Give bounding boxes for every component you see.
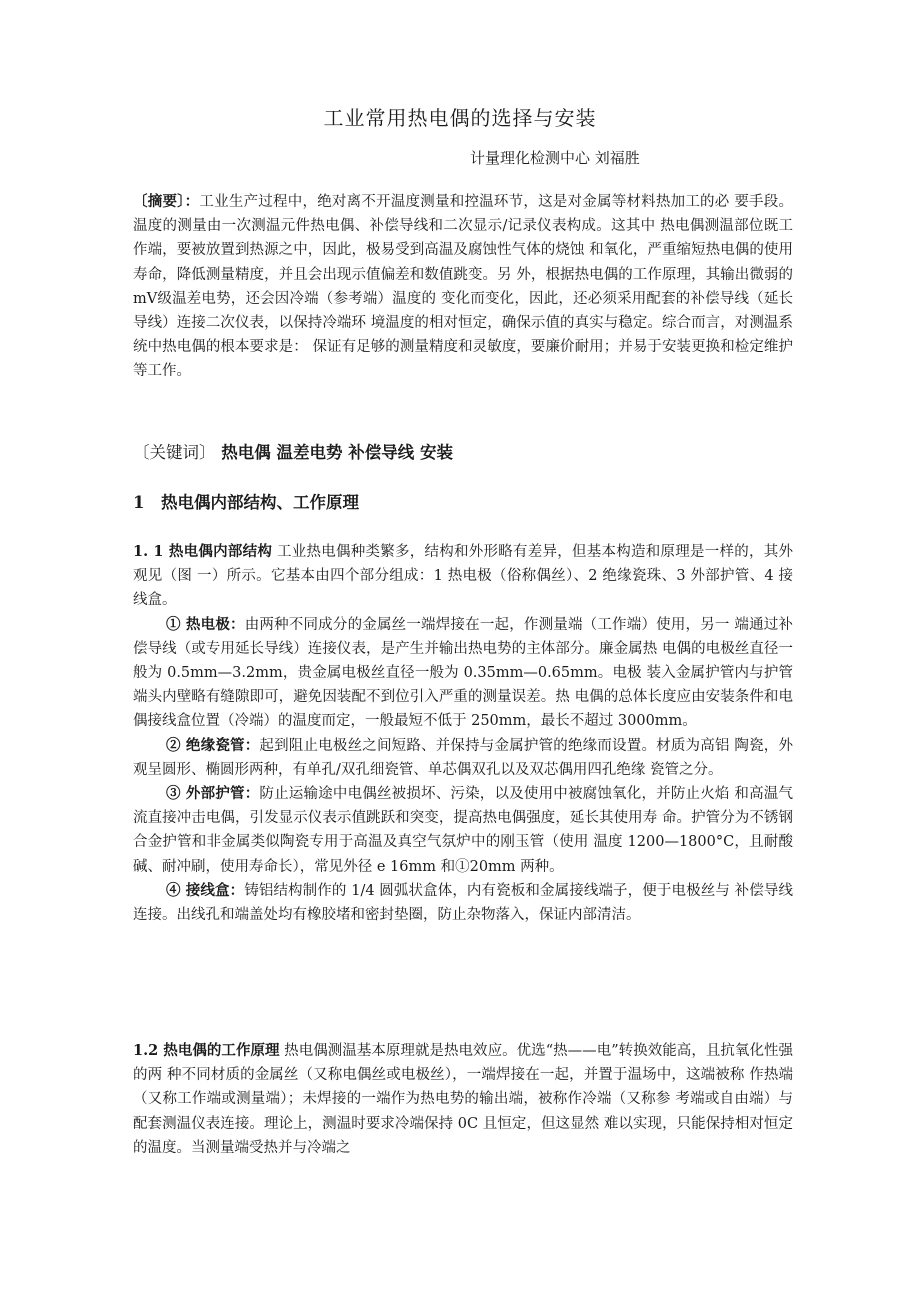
keywords-label: 〔关键词〕 xyxy=(133,443,216,462)
section-1-2 xyxy=(133,1039,793,1160)
section-1-2-label: 1.2 热电偶的工作原理 xyxy=(133,1042,280,1059)
keywords-text: 热电偶 温差电势 补偿导线 安装 xyxy=(215,443,453,462)
abstract-paragraph xyxy=(133,190,793,384)
document-title: 工业常用热电偶的选择与安装 xyxy=(323,106,597,130)
keywords-line xyxy=(133,439,453,463)
section-1-2-text: 热电偶测温基本原理就是热电效应。优选“热——电”转换效能高，且抗氧化性强的两 种不同材质的金属丝（又称电偶丝或电极丝），一端焊接在一起，并置于温场中，这端被称 作热端（又称工作端或测量端）；未焊接的一端作为热电势的输出端，被称作冷端（又称参 考端或自由端）与配套测温仪表连接。理论上，测温时要求冷端保持 0C 且恒定，但这显然 难以实现，只能保持相对恒定的温度。当测量端受热并与冷端之 xyxy=(133,1043,793,1156)
section-1-heading xyxy=(133,489,359,513)
section-1-number: 1 xyxy=(133,493,145,512)
abstract-label: 〔摘要〕： xyxy=(133,193,200,210)
section-1-1-intro: 工业热电偶种类繁多，结构和外形略有差异，但基本构造和原理是一样的，其外观见（图 一）所示。它基本由四个部分组成：1 热电极（俗称偶丝）、2 绝缘瓷珠、3 外部护管、4 接 线盒。 xyxy=(133,544,793,609)
list-item-electrode: ① 热电极：由两种不同成分的金属丝一端焊接在一起，作测量端（工作端）使用，另一 端通过补偿导线（或专用延长导线）连接仪表，是产生并输出热电势的主体部分。廉金属热 电偶的电极丝直径一般为 0.5mm—3.2mm，贵金属电极丝直径一般为 0.35mm—0.65mm。电极 装入金属护管内与护管端头内壁略有缝隙即可，避免因装配不到位引入严重的测量误差。热 电偶的总体长度应由安装条件和电偶接线盒位置（冷端）的温度而定，一般最短不低于 250mm，最长不超过 3000mm。 xyxy=(133,615,793,730)
list-item-junction-box: ④ 接线盒：铸铝结构制作的 1/4 圆弧状盒体，内有瓷板和金属接线端子，便于电极丝与 补偿导线连接。出线孔和端盖处均有橡胶堵和密封垫圈，防止杂物落入，保证内部清洁。 xyxy=(133,881,793,924)
section-1-title: 热电偶内部结构、工作原理 xyxy=(161,493,359,512)
section-1-1-label: 1. 1 热电偶内部结构 xyxy=(133,543,273,560)
list-item-insulator: ② 绝缘瓷管：起到阻止电极丝之间短路、并保持与金属护管的绝缘而设置。材质为高铝 陶瓷，外观呈圆形、椭圆形两种，有单孔/双孔细瓷管、单芯偶双孔以及双芯偶用四孔绝缘 瓷管之分。 xyxy=(133,736,793,778)
author-line: 计量理化检测中心 刘福胜 xyxy=(470,149,640,167)
section-1-1 xyxy=(133,540,793,927)
abstract-text: 工业生产过程中，绝对离不开温度测量和控温环节，这是对金属等材料热加工的必 要手段。温度的测量由一次测温元件热电偶、补偿导线和二次显示/记录仪表构成。这其中 热电偶测温部位既工作端，要被放置到热源之中，因此，极易受到高温及腐蚀性气体的烧蚀 和氧化，严重缩短热电偶的使用寿命，降低测量精度，并且会出现示值偏差和数值跳变。另 外，根据热电偶的工作原理，其输出微弱的mV级温差电势，还会因冷端（参考端）温度的 变化而变化，因此，还必须采用配套的补偿导线（延长导线）连接二次仪表，以保持冷端环 境温度的相对恒定，确保示值的真实与稳定。综合而言，对测温系统中热电偶的根本要求是： 保证有足够的测量精度和灵敏度，要廉价耐用；并易于安装更换和检定维护等工作。 xyxy=(133,194,794,380)
list-item-sheath: ③ 外部护管：防止运输途中电偶丝被损坏、污染，以及使用中被腐蚀氧化，并防止火焰 和高温气流直接冲击电偶，引发显示仪表示值跳跃和突变，提高热电偶强度，延长其使用寿 命。护管分为不锈钢合金护管和非金属类似陶瓷专用于高温及真空气氛炉中的刚玉管（使用 温度 1200—1800°C，且耐酸碱、耐冲刷，使用寿命长），常见外径 e 16mm 和①20mm 两种。 xyxy=(133,785,793,875)
